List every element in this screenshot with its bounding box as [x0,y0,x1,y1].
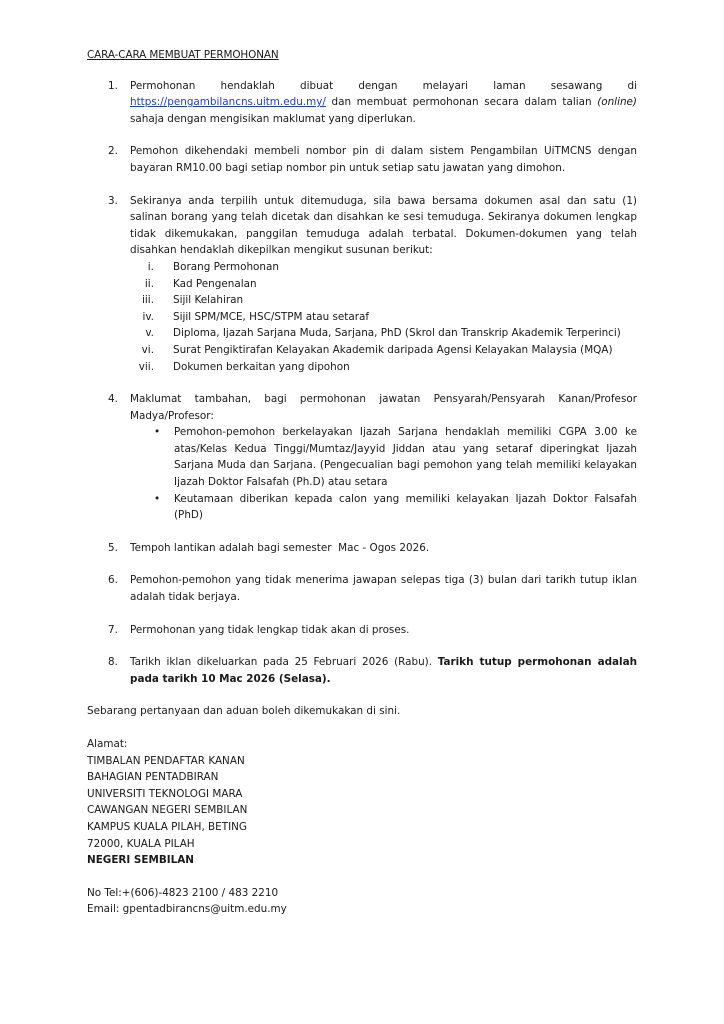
phone-number: No Tel:+(606)-4823 2100 / 483 2210 [87,886,279,899]
step-number: 7. [108,623,118,636]
bullet-icon: • [154,492,161,505]
address-line: TIMBALAN PENDAFTAR KANAN [87,754,245,767]
step-text: Sekiranya anda terpilih untuk ditemuduga, sila bawa bersama dokumen asal dan satu (1) salinan borang yang telah dicetak dan disahkan ke sesi temuduga. Sekiranya dokumen lengkap tidak dikemukakan, panggilan temuduga adalah terbatal. Dokumen-dokumen yang telah disahkan hendaklah dikepilkan mengikut susunan berikut: [130,194,637,257]
bullet-item: • Keutamaan diberikan kepada calon yang memiliki kelayakan Ijazah Doktor Falsafah (PhD) [154,492,637,522]
address-line: UNIVERSITI TEKNOLOGI MARA [87,787,243,800]
document-item: v. Diploma, Ijazah Sarjana Muda, Sarjana, PhD (Skrol dan Transkrip Akademik Terperinci) [145,327,621,340]
required-documents-list [130,259,637,375]
step-2 [87,143,637,176]
address-line: BAHAGIAN PENTADBIRAN [87,771,219,784]
step-3 [87,193,637,376]
document-item: vi. Surat Pengiktirafan Kelayakan Akademik daripada Agensi Kelayakan Malaysia (MQA) [141,343,613,356]
step-5 [87,540,637,557]
contact-block [87,885,637,918]
step-text: Tarikh iklan dikeluarkan pada 25 Februari 2026 (Rabu). [130,656,438,669]
closing-date-text: Tarikh tutup permohonan adalah pada tarikh 10 Mac 2026 (Selasa). [130,656,637,685]
step-number: 1. [108,79,118,92]
address-line: 72000, KUALA PILAH [87,837,195,850]
address-state: NEGERI SEMBILAN [87,854,194,867]
address-line: CAWANGAN NEGERI SEMBILAN [87,804,248,817]
step-1: 1. Permohonan hendaklah dibuat dengan melayari laman sesawang di https://pengambilancns.uitm.edu.my/ dan membuat permohonan secara dalam talian (online) sahaja dengan mengisikan maklumat yang diperlukan. [108,79,637,125]
application-steps-list [87,78,637,688]
document-item: vii. Dokumen berkaitan yang dipohon [138,360,350,373]
bullet-icon: • [154,426,161,439]
step-number: 6. [108,574,118,587]
step-text: Tempoh lantikan adalah bagi semester Mac - Ogos 2026. [130,541,430,554]
document-item: iv. Sijil SPM/MCE, HSC/STPM atau setaraf [142,310,370,323]
step-4 [87,391,637,524]
step-7 [87,622,637,639]
additional-info-list [130,424,637,524]
step-text: Permohonan yang tidak lengkap tidak akan di proses. [130,623,410,636]
step-number: 3. [108,194,118,207]
online-emphasis: (online) [597,96,637,109]
step-number: 2. [108,145,118,158]
document-item: ii. Kad Pengenalan [144,277,257,290]
step-text: Maklumat tambahan, bagi permohonan jawatan Pensyarah/Pensyarah Kanan/Profesor Madya/Profesor: [130,393,637,422]
address-line: KAMPUS KUALA PILAH, BETING [87,820,247,833]
bullet-item: • Pemohon-pemohon berkelayakan Ijazah Sarjana hendaklah memiliki CGPA 3.00 ke atas/Kelas Kedua Tinggi/Mumtaz/Jayyid Jiddan atau yang setaraf diperingkat Ijazah Sarjana Muda dan Sarjana. (Pengecualian bagi pemohon yang telah memiliki kelayakan Ijazah Doktor Falsafah (Ph.D) atau setara [154,426,637,489]
step-number: 4. [108,393,118,406]
step-number: 5. [108,541,118,554]
page-title: CARA-CARA MEMBUAT PERMOHONAN [87,49,279,61]
address-block [87,736,637,869]
application-website-link[interactable]: https://pengambilancns.uitm.edu.my/ [130,96,326,109]
step-6 [87,572,637,605]
step-number: 8. [108,656,118,669]
email-address: Email: gpentadbirancns@uitm.edu.my [87,903,287,916]
document-page [87,47,637,918]
step-text: Pemohon dikehendaki membeli nombor pin di dalam sistem Pengambilan UiTMCNS dengan bayaran RM10.00 bagi setiap nombor pin untuk setiap satu jawatan yang dimohon. [130,145,637,174]
document-item: iii. Sijil Kelahiran [142,294,244,307]
inquiry-text: Sebarang pertanyaan dan aduan boleh dikemukakan di sini. [87,705,401,718]
document-item: i. Borang Permohonan [147,260,279,273]
step-8 [87,654,637,687]
address-label: Alamat: [87,738,128,750]
step-text: Pemohon-pemohon yang tidak menerima jawapan selepas tiga (3) bulan dari tarikh tutup iklan adalah tidak berjaya. [130,574,637,604]
